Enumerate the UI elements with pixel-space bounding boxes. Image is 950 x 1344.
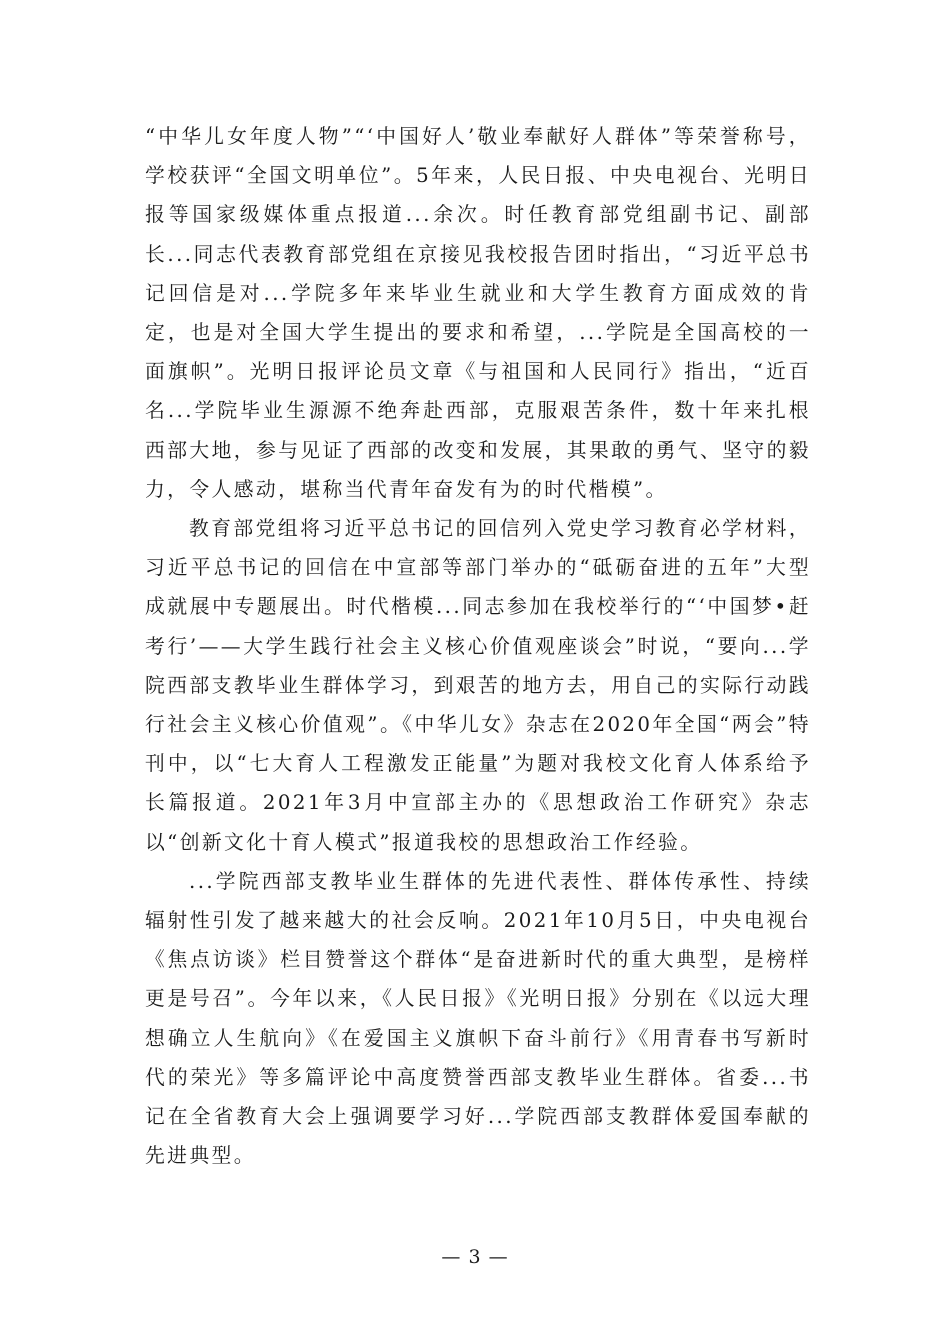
paragraph-1: “中华儿女年度人物”“‘中国好人’敬业奉献好人群体”等荣誉称号，学校获评“全国文明单位”。5年来，人民日报、中央电视台、光明日报等国家级媒体重点报道...余次。时任教育部党组副书记、副部长...同志代表教育部党组在京接见我校报告团时指出，“习近平总书记回信是对...学院多年来毕业生就业和大学生教育方面成效的肯定，也是对全国大学生提出的要求和希望，...学院是全国高校的一面旗帜”。光明日报评论员文章《与祖国和人民同行》指出，“近百名...学院毕业生源源不绝奔赴西部，克服艰苦条件，数十年来扎根西部大地，参与见证了西部的改变和发展，其果敢的勇气、坚守的毅力，令人感动，堪称当代青年奋发有为的时代楷模”。 [145,125,811,501]
paragraph-2: 教育部党组将习近平总书记的回信列入党史学习教育必学材料，习近平总书记的回信在中宣部等部门举办的“砥砺奋进的五年”大型成就展中专题展出。时代楷模...同志参加在我校举行的“‘中国梦•赶考行’——大学生践行社会主义核心价值观座谈会”时说，“要向...学院西部支教毕业生群体学习，到艰苦的地方去，用自己的实际行动践行社会主义核心价值观”。《中华儿女》杂志在2020年全国“两会”特刊中，以“七大育人工程激发正能量”为题对我校文化育人体系给予长篇报道。2021年3月中宣部主办的《思想政治工作研究》杂志以“创新文化十育人模式”报道我校的思想政治工作经验。 [145,517,811,854]
page-number: — 3 — [441,1246,509,1268]
document-body [145,117,811,1175]
paragraph-3: ...学院西部支教毕业生群体的先进代表性、群体传承性、持续辐射性引发了越来越大的社会反响。2021年10月5日，中央电视台《焦点访谈》栏目赞誉这个群体“是奋进新时代的重大典型，是榜样更是号召”。今年以来，《人民日报》《光明日报》分别在《以远大理想确立人生航向》《在爱国主义旗帜下奋斗前行》《用青春书写新时代的荣光》等多篇评论中高度赞誉西部支教毕业生群体。省委...书记在全省教育大会上强调要学习好...学院西部支教群体爱国奉献的先进典型。 [145,869,811,1168]
